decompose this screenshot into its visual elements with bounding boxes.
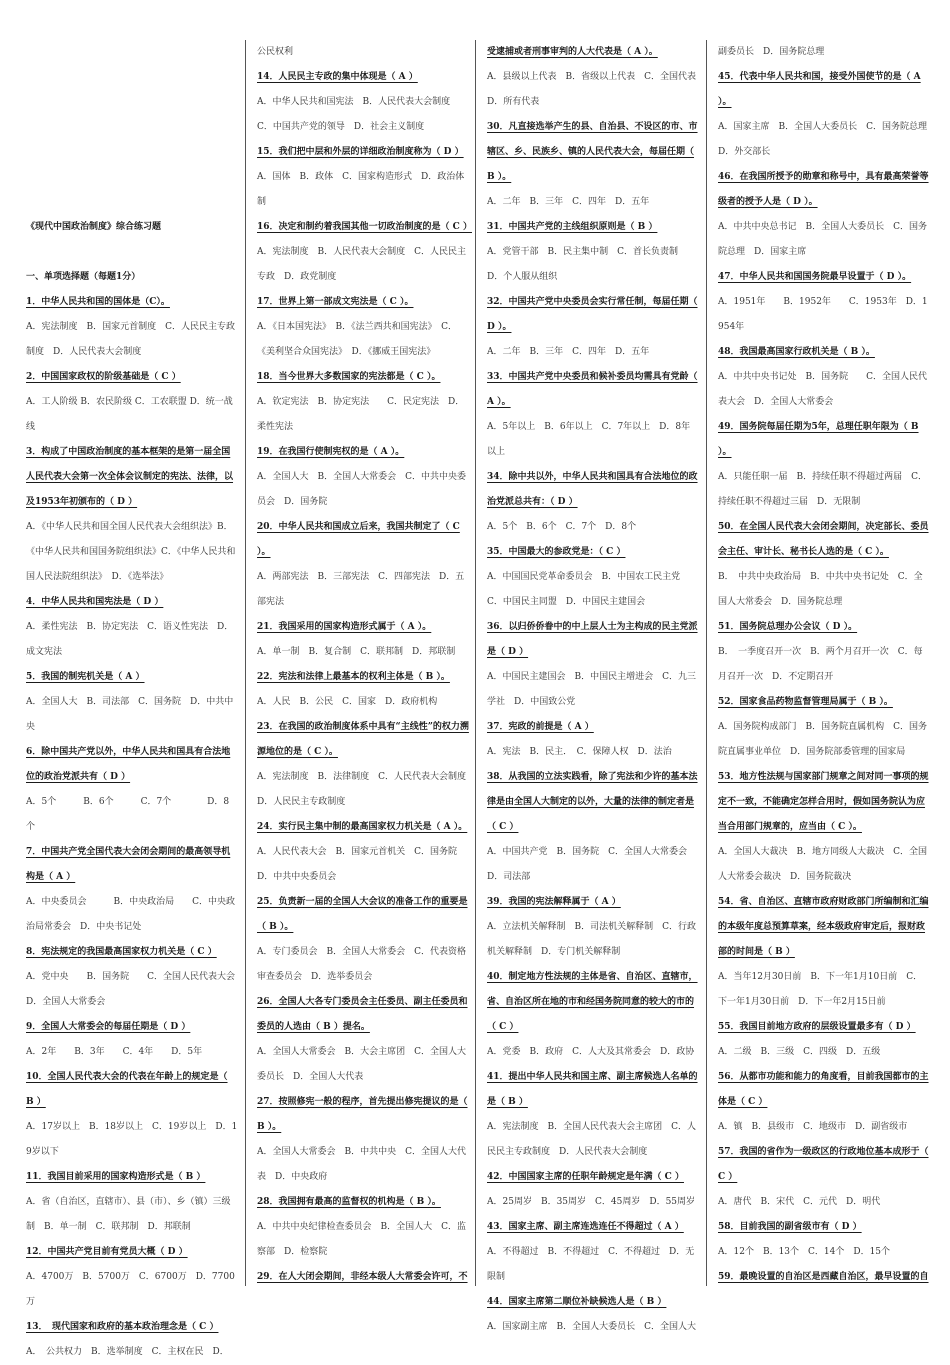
- answer-options: A．全国人大 B．全国人大常委会 C．中共中央委员会 D．国务院: [257, 472, 467, 507]
- answer-options: A．国体 B．政体 C．国家构造形式 D．政治体制: [257, 172, 465, 207]
- question-text: 48．我国最高国家行政机关是（ B ）。: [718, 347, 875, 357]
- answer-options: A．全国人大裁决 B．地方同级人大裁决 C．全国人大常委会裁决 D．国务院裁决: [718, 847, 928, 882]
- answer-options: A．单一制 B．复合制 C．联邦制 D．邦联制: [257, 647, 456, 657]
- question-text: 58．目前我国的副省级市有（ D ）: [718, 1222, 862, 1232]
- answer-options: A．《中华人民共和国全国人民代表大会组织法》B．《中华人民共和国国务院组织法》C．《中华人民共和国人民法院组织法》 D．《选举法》: [26, 522, 236, 582]
- answer-options: B． 中共中央政治局 B．中共中央书记处 C．全国人大常委会 D．国务院总理: [718, 572, 923, 607]
- question-text: 5．我国的制宪机关是（ A ）: [26, 672, 145, 682]
- answer-options: A．二年 B．三年 C．四年 D．五年: [487, 347, 650, 357]
- question-text: 45．代表中华人民共和国，接受外国使节的是（ A ）。: [718, 72, 921, 107]
- answer-options: A．全国人大常委会 B．中共中央 C．全国人大代表 D．中央政府: [257, 1147, 467, 1182]
- question-text: 24．实行民主集中制的最高国家权力机关是（ A ）。: [257, 822, 468, 832]
- answer-options: A．宪法 B．民主． C．保障人权 D．法治: [487, 747, 672, 757]
- answer-options: A． 公共权力 B．选举制度 C．主权在民 D．: [26, 1347, 229, 1357]
- question-text: 43．国家主席、副主席连选连任不得超过（ A ）: [487, 1222, 684, 1232]
- question-text: 27．按照修宪一般的程序，首先提出修宪提议的是（ B ）。: [257, 1097, 468, 1132]
- question-text: 18．当今世界大多数国家的宪法都是（ C ）。: [257, 372, 441, 382]
- answer-options: A．宪法制度 B．法律制度 C．人民代表大会制度 D．人民民主专政制度: [257, 772, 476, 807]
- question-text: 1．中华人民共和国的国体是（C）。: [26, 297, 170, 307]
- answer-options: A．国家副主席 B．全国人大委员长 C．全国人大: [487, 1322, 697, 1332]
- answer-options: A．中共中央总书记 B．全国人大委员长 C．国务院总理 D．国家主席: [718, 222, 928, 257]
- answer-options: A．唐代 B．宋代 C．元代 D．明代: [718, 1197, 881, 1207]
- answer-options: A．只能任职一届 B．持续任职不得超过两届 C．持续任职不得超过三届 D．无限制: [718, 472, 928, 507]
- column-divider: [245, 40, 246, 1286]
- question-text: 25．负责新一届的全国人大会议的准备工作的重要是（ B ）。: [257, 897, 468, 932]
- question-text: 38．从我国的立法实践看，除了宪法和少许的基本法律是由全国人大制定的以外，大量的法律的制定者是（ C ）: [487, 772, 698, 832]
- question-text: 29．在人大闭会期间，非经本级人大常委会许可，不: [257, 1272, 468, 1282]
- question-text: 47．中华人民共和国国务院最早设置于（ D ）。: [718, 272, 912, 282]
- question-text: 13． 现代国家和政府的基本政治理念是（ C ）: [26, 1322, 219, 1332]
- answer-options: A．17岁以上 B．18岁以上 C．19岁以上 D．19岁以下: [26, 1122, 238, 1157]
- answer-options: A．5个 B．6个 C．7个 D．8个: [487, 522, 637, 532]
- answer-options: A．《日本国宪法》 B．《法兰西共和国宪法》 C．《美利坚合众国宪法》 D．《挪威王国宪法》: [257, 322, 458, 357]
- question-text: 57．我国的省作为一级政区的行政地位基本成形于（ C ）: [718, 1147, 929, 1182]
- question-text: 7．中国共产党全国代表大会闭会期间的最高领导机构是（ A ）: [26, 847, 231, 882]
- question-text: 8．宪法规定的我国最高国家权力机关是（ C ）: [26, 947, 217, 957]
- answer-options: A．省（自治区，直辖市）、县（市）、乡（镇）三级制 B．单一制 C．联邦制 D．邦联制: [26, 1197, 231, 1232]
- answer-options: A．2年 B．3年 C．4年 D．5年: [26, 1047, 203, 1057]
- column-divider: [475, 40, 476, 1286]
- question-text: 33．中国共产党中央委员和候补委员均需具有党龄（ A ）。: [487, 372, 698, 407]
- question-text: 受逮捕或者刑事审判的人大代表是（ A ）。: [487, 47, 658, 57]
- answer-options: A．专门委员会 B．全国人大常委会 C．代表资格审查委员会 D．选举委员会: [257, 947, 467, 982]
- question-text: 42．中国国家主席的任职年龄规定是年满（ C ）: [487, 1172, 684, 1182]
- question-text: 49．国务院每届任期为5年，总理任职年限为（ B ）。: [718, 422, 919, 457]
- answer-options: A．人民 B．公民 C．国家 D．政府机构: [257, 697, 438, 707]
- answer-options: A．全国人大 B．司法部 C．国务院 D．中共中央: [26, 697, 234, 732]
- question-text: 23．在我国的政治制度体系中具有“主线性”的权力溯源地位的是（ C ）。: [257, 722, 469, 757]
- question-text: 28．我国拥有最高的监督权的机构是（ B ）。: [257, 1197, 441, 1207]
- document-title: 《现代中国政治制度》综合练习题: [26, 222, 162, 232]
- answer-options: A．宪法制度 B．全国人民代表大会主席团 C．人民民主专政制度 D．人民代表大会制度: [487, 1122, 697, 1157]
- answer-options: 副委员长 D．国务院总理: [718, 47, 825, 57]
- answer-options: A．人民代表大会 B．国家元首机关 C．国务院 D．中共中央委员会: [257, 847, 467, 882]
- column-divider: [706, 40, 707, 1286]
- column-4: [718, 40, 937, 1290]
- answer-options: A．县级以上代表 B．省级以上代表 C．全国代表 D．所有代表: [487, 72, 706, 107]
- question-text: 2．中国国家政权的阶级基础是（ C ）: [26, 372, 181, 382]
- question-text: 50．在全国人民代表大会闭会期间，决定部长、委员会主任、审计长、秘书长人选的是（ C ）。: [718, 522, 929, 557]
- question-text: 3．构成了中国政治制度的基本框架的是第一届全国人民代表大会第一次全体会议制定的宪法、法律，以及1953年初颁布的（ D ）: [26, 447, 234, 507]
- answer-options: A．钦定宪法 B．协定宪法 C．民定宪法 D．柔性宪法: [257, 397, 465, 432]
- question-text: 39．我国的宪法解释属于（ A ）: [487, 897, 621, 907]
- answer-options: A．5年以上 B．6年以上 C．7年以上 D．8年以上: [487, 422, 691, 457]
- answer-options: A．全国人大常委会 B．大会主席团 C．全国人大委员长 D．全国人大代表: [257, 1047, 467, 1082]
- answer-options: A．国家主席 B．全国人大委员长 C．国务院总理 D．外交部长: [718, 122, 937, 157]
- section-heading: 一、单项选择题（每题1分）: [26, 272, 141, 282]
- answer-options: A．中华人民共和国宪法 B．人民代表大会制度 C．中国共产党的领导 D．社会主义制度: [257, 97, 460, 132]
- question-text: 52．国家食品药物监督管理局属于（ B ）。: [718, 697, 893, 707]
- answer-options: A．1951年 B．1952年 C．1953年 D．1954年: [718, 297, 928, 332]
- question-text: 15．我们把中层和外层的详细政治制度称为（ D ）: [257, 147, 464, 157]
- question-text: 36．以归侨侨眷中的中上层人士为主构成的民主党派是（ D ）: [487, 622, 698, 657]
- question-text: 32．中国共产党中央委员会实行常任制，每届任期（ D ）。: [487, 297, 698, 332]
- question-text: 51．国务院总理办公会议（ D ）。: [718, 622, 858, 632]
- question-text: 16．决定和制约着我国其他一切政治制度的是（ C ）: [257, 222, 472, 232]
- question-text: 53．地方性法规与国家部门规章之间对同一事项的规定不一致，不能确定怎样合用时，假如国务院认为应当合用部门规章的，应当由（ C ）。: [718, 772, 929, 832]
- answer-options: A．二年 B．三年 C．四年 D．五年: [487, 197, 650, 207]
- question-text: 22．宪法和法律上最基本的权利主体是（ B ）。: [257, 672, 450, 682]
- answer-options: 公民权利: [257, 47, 294, 57]
- column-1: [26, 40, 245, 1365]
- question-text: 31．中国共产党的主线组织原则是（ B ）: [487, 222, 658, 232]
- question-text: 37．宪政的前提是（ A ）: [487, 722, 594, 732]
- question-text: 30．凡直接选举产生的县、自治县、不设区的市、市辖区、乡、民族乡、镇的人民代表大会，每届任期（ B ）。: [487, 122, 698, 182]
- answer-options: A．中国国民党革命委员会 B．中国农工民主党 C．中国民主同盟 D．中国民主建国会: [487, 572, 690, 607]
- question-text: 17．世界上第一部成文宪法是（ C ）。: [257, 297, 414, 307]
- answer-options: A．柔性宪法 B．协定宪法 C．语义性宪法 D．成文宪法: [26, 622, 234, 657]
- answer-options: A．宪法制度 B．国家元首制度 C．人民民主专政制度 D．人民代表大会制度: [26, 322, 236, 357]
- question-text: 41．提出中华人民共和国主席、副主席候选人名单的是（ B ）: [487, 1072, 698, 1107]
- answer-options: A．5个 B．6个 C．7个 D．8个: [26, 797, 230, 832]
- column-2: [257, 40, 476, 1290]
- question-text: 26．全国人大各专门委员会主任委员、副主任委员和委员的人选由（ B ）提名。: [257, 997, 468, 1032]
- answer-options: A．12个 B．13个 C．14个 D．15个: [718, 1247, 891, 1257]
- answer-options: A．当年12月30日前 B．下一年1月10日前 C．下一年1月30日前 D．下一年2月15日前: [718, 972, 923, 1007]
- question-text: 19．在我国行使制宪权的是（ A ）。: [257, 447, 405, 457]
- question-text: 40．制定地方性法规的主体是省、自治区、直辖市，省、自治区所在地的市和经国务院同意的较大的市的（ C ）: [487, 972, 698, 1032]
- answer-options: A．党管干部 B．民主集中制 C．首长负责制 D．个人服从组织: [487, 247, 688, 282]
- question-text: 35．中国最大的参政党是：（ C ）: [487, 547, 626, 557]
- answer-options: A．25周岁 B．35周岁 C．45周岁 D．55周岁: [487, 1197, 696, 1207]
- question-text: 4．中华人民共和国宪法是（ D ）: [26, 597, 164, 607]
- answer-options: A．不得超过 B．不得超过 C．不得超过 D．无限制: [487, 1247, 695, 1282]
- question-text: 54．省、自治区、直辖市政府财政部门所编制和汇编的本级年度总预算草案，经本级政府审定后，报财政部的时间是（ B ）: [718, 897, 929, 957]
- question-text: 14．人民民主专政的集中体现是（ A ）: [257, 72, 418, 82]
- question-text: 34．除中共以外，中华人民共和国具有合法地位的政治党派总共有：（ D ）: [487, 472, 698, 507]
- answer-options: A．立法机关解释制 B．司法机关解释制 C．行政机关解释制 D．专门机关解释制: [487, 922, 697, 957]
- answer-options: A．宪法制度 B．人民代表大会制度 C．人民民主专政 D．政党制度: [257, 247, 467, 282]
- answer-options: A．中共中央书记处 B．国务院 C．全国人民代表大会 D．全国人大常委会: [718, 372, 928, 407]
- question-text: 44．国家主席第二顺位补缺候选人是（ B ）: [487, 1297, 667, 1307]
- question-text: 46．在我国所授予的勋章和称号中，具有最高荣誉等级者的授予人是（ D ）。: [718, 172, 929, 207]
- answer-options: A．镇 B．县级市 C．地级市 D．副省级市: [718, 1122, 908, 1132]
- answer-options: A．中共中央纪律检查委员会 B．全国人大 C．监察部 D．检察院: [257, 1222, 467, 1257]
- question-text: 11．我国目前采用的国家构造形式是（ B ）: [26, 1172, 206, 1182]
- answer-options: B． 一季度召开一次 B．两个月召开一次 C．每月召开一次 D．不定期召开: [718, 647, 923, 682]
- question-text: 55．我国目前地方政府的层级设置最多有（ D ）: [718, 1022, 916, 1032]
- answer-options: A．工人阶级 B．农民阶级 C．工农联盟 D．统一战线: [26, 397, 233, 432]
- question-text: 12．中国共产党目前有党员大概（ D ）: [26, 1247, 188, 1257]
- question-text: 59．最晚设置的自治区是西藏自治区，最早设置的自: [718, 1272, 929, 1282]
- answer-options: A．国务院构成部门 B．国务院直属机构 C．国务院直属事业单位 D．国务院部委管理的国家局: [718, 722, 928, 757]
- question-text: 10．全国人民代表大会的代表在年龄上的规定是（ B ）: [26, 1072, 228, 1107]
- question-text: 56．从都市功能和能力的角度看，目前我国都市的主体是（ C ）: [718, 1072, 929, 1107]
- question-text: 9．全国人大常委会的每届任期是（ D ）: [26, 1022, 191, 1032]
- question-text: 20．中华人民共和国成立后来，我国共制定了（ C ）。: [257, 522, 460, 557]
- answer-options: A．中国共产党 B．国务院 C．全国人大常委会 D．司法部: [487, 847, 697, 882]
- answer-options: A．党委 B．政府 C．人大及其常委会 D．政协: [487, 1047, 695, 1057]
- answer-options: A．中央委员会 B．中央政治局 C．中央政治局常委会 D．中央书记处: [26, 897, 236, 932]
- answer-options: A．两部宪法 B．三部宪法 C．四部宪法 D．五部宪法: [257, 572, 465, 607]
- question-text: 21．我国采用的国家构造形式属于（ A ）。: [257, 622, 432, 632]
- answer-options: A．中国民主建国会 B．中国民主增进会 C．九三学社 D．中国致公党: [487, 672, 697, 707]
- column-3: [487, 40, 706, 1340]
- answer-options: A．二级 B．三级 C．四级 D．五级: [718, 1047, 881, 1057]
- answer-options: A．4700万 B．5700万 C．6700万 D．7700万: [26, 1272, 235, 1307]
- question-text: 6．除中国共产党以外，中华人民共和国具有合法地位的政治党派共有（ D ）: [26, 747, 231, 782]
- answer-options: A．党中央 B．国务院 C．全国人民代表大会 D．全国人大常委会: [26, 972, 245, 1007]
